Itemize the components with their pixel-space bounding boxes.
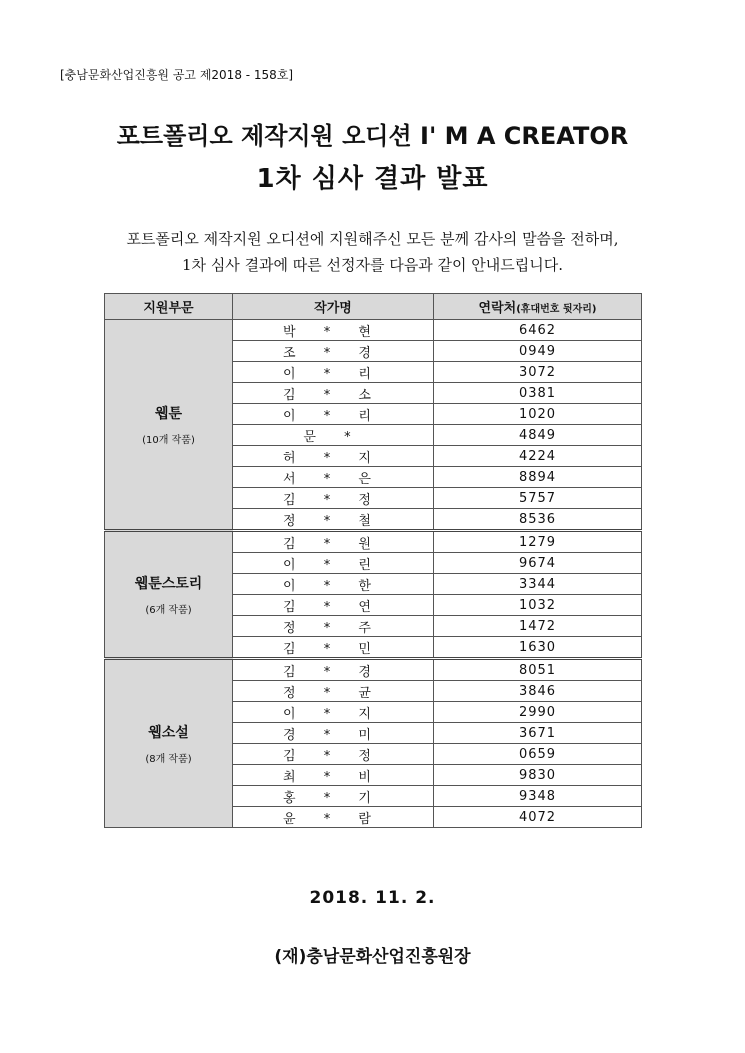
phone-suffix-cell: 9830 [434,765,642,786]
creator-name-cell: 김 * 정 [233,744,434,765]
category-name: 웹소설 [148,725,189,741]
category-count: (8개 작품) [145,754,192,765]
phone-suffix-cell: 1279 [434,531,642,553]
intro-line: 1차 심사 결과에 따른 선정자를 다음과 같이 안내드립니다. [182,256,563,274]
phone-suffix-cell: 3846 [434,681,642,702]
table-row [105,320,642,341]
creator-name-cell: 김 * 민 [233,637,434,659]
header-category: 지원부문 [105,294,233,320]
phone-suffix-cell: 1032 [434,595,642,616]
creator-name-cell: 정 * 주 [233,616,434,637]
phone-suffix-cell: 8051 [434,659,642,681]
phone-suffix-cell: 0949 [434,341,642,362]
category-name: 웹툰스토리 [134,576,203,592]
phone-suffix-cell: 3671 [434,723,642,744]
phone-suffix-cell: 8536 [434,509,642,531]
phone-suffix-cell: 5757 [434,488,642,509]
table-header-row [105,294,642,320]
page-subtitle: 1차 심사 결과 발표 [256,164,489,194]
phone-suffix-cell: 9674 [434,553,642,574]
creator-name-cell: 경 * 미 [233,723,434,744]
category-cell [105,320,233,531]
phone-suffix-cell: 4224 [434,446,642,467]
creator-name-cell: 문 * [233,425,434,446]
phone-suffix-cell: 2990 [434,702,642,723]
page-title: 포트폴리오 제작지원 오디션 I' M A CREATOR [116,122,629,150]
creator-name-cell: 정 * 철 [233,509,434,531]
header-contact [434,294,642,320]
phone-suffix-cell: 3344 [434,574,642,595]
creator-name-cell: 윤 * 람 [233,807,434,828]
header-name: 작가명 [233,294,434,320]
category-count: (6개 작품) [145,605,192,616]
results-table [104,293,642,828]
announcement-date: 2018. 11. 2. [309,888,436,908]
intro-line: 포트폴리오 제작지원 오디션에 지원해주신 모든 분께 감사의 말씀을 전하며, [126,230,619,248]
creator-name-cell: 김 * 소 [233,383,434,404]
creator-name-cell: 조 * 경 [233,341,434,362]
creator-name-cell: 김 * 경 [233,659,434,681]
results-body [105,320,642,828]
table-row [105,659,642,681]
creator-name-cell: 이 * 리 [233,404,434,425]
creator-name-cell: 박 * 현 [233,320,434,341]
header-contact-sub: (휴대번호 뒷자리) [516,304,597,315]
phone-suffix-cell: 4849 [434,425,642,446]
phone-suffix-cell: 0659 [434,744,642,765]
creator-name-cell: 이 * 린 [233,553,434,574]
category-cell [105,531,233,659]
table-row [105,531,642,553]
notice-number: [충남문화산업진흥원 공고 제2018 - 158호] [60,68,294,82]
category-name: 웹툰 [154,406,183,422]
phone-suffix-cell: 1020 [434,404,642,425]
phone-suffix-cell: 8894 [434,467,642,488]
creator-name-cell: 이 * 지 [233,702,434,723]
intro-paragraph [40,226,705,278]
header-contact-label: 연락처 [478,301,517,316]
phone-suffix-cell: 0381 [434,383,642,404]
creator-name-cell: 홍 * 기 [233,786,434,807]
creator-name-cell: 서 * 은 [233,467,434,488]
phone-suffix-cell: 6462 [434,320,642,341]
category-cell [105,659,233,828]
phone-suffix-cell: 4072 [434,807,642,828]
creator-name-cell: 이 * 리 [233,362,434,383]
category-count: (10개 작품) [142,435,195,446]
creator-name-cell: 김 * 원 [233,531,434,553]
phone-suffix-cell: 9348 [434,786,642,807]
phone-suffix-cell: 1630 [434,637,642,659]
creator-name-cell: 이 * 한 [233,574,434,595]
organization-name: (재)충남문화산업진흥원장 [274,947,471,967]
creator-name-cell: 정 * 균 [233,681,434,702]
creator-name-cell: 김 * 정 [233,488,434,509]
phone-suffix-cell: 3072 [434,362,642,383]
phone-suffix-cell: 1472 [434,616,642,637]
creator-name-cell: 허 * 지 [233,446,434,467]
creator-name-cell: 김 * 연 [233,595,434,616]
creator-name-cell: 최 * 비 [233,765,434,786]
